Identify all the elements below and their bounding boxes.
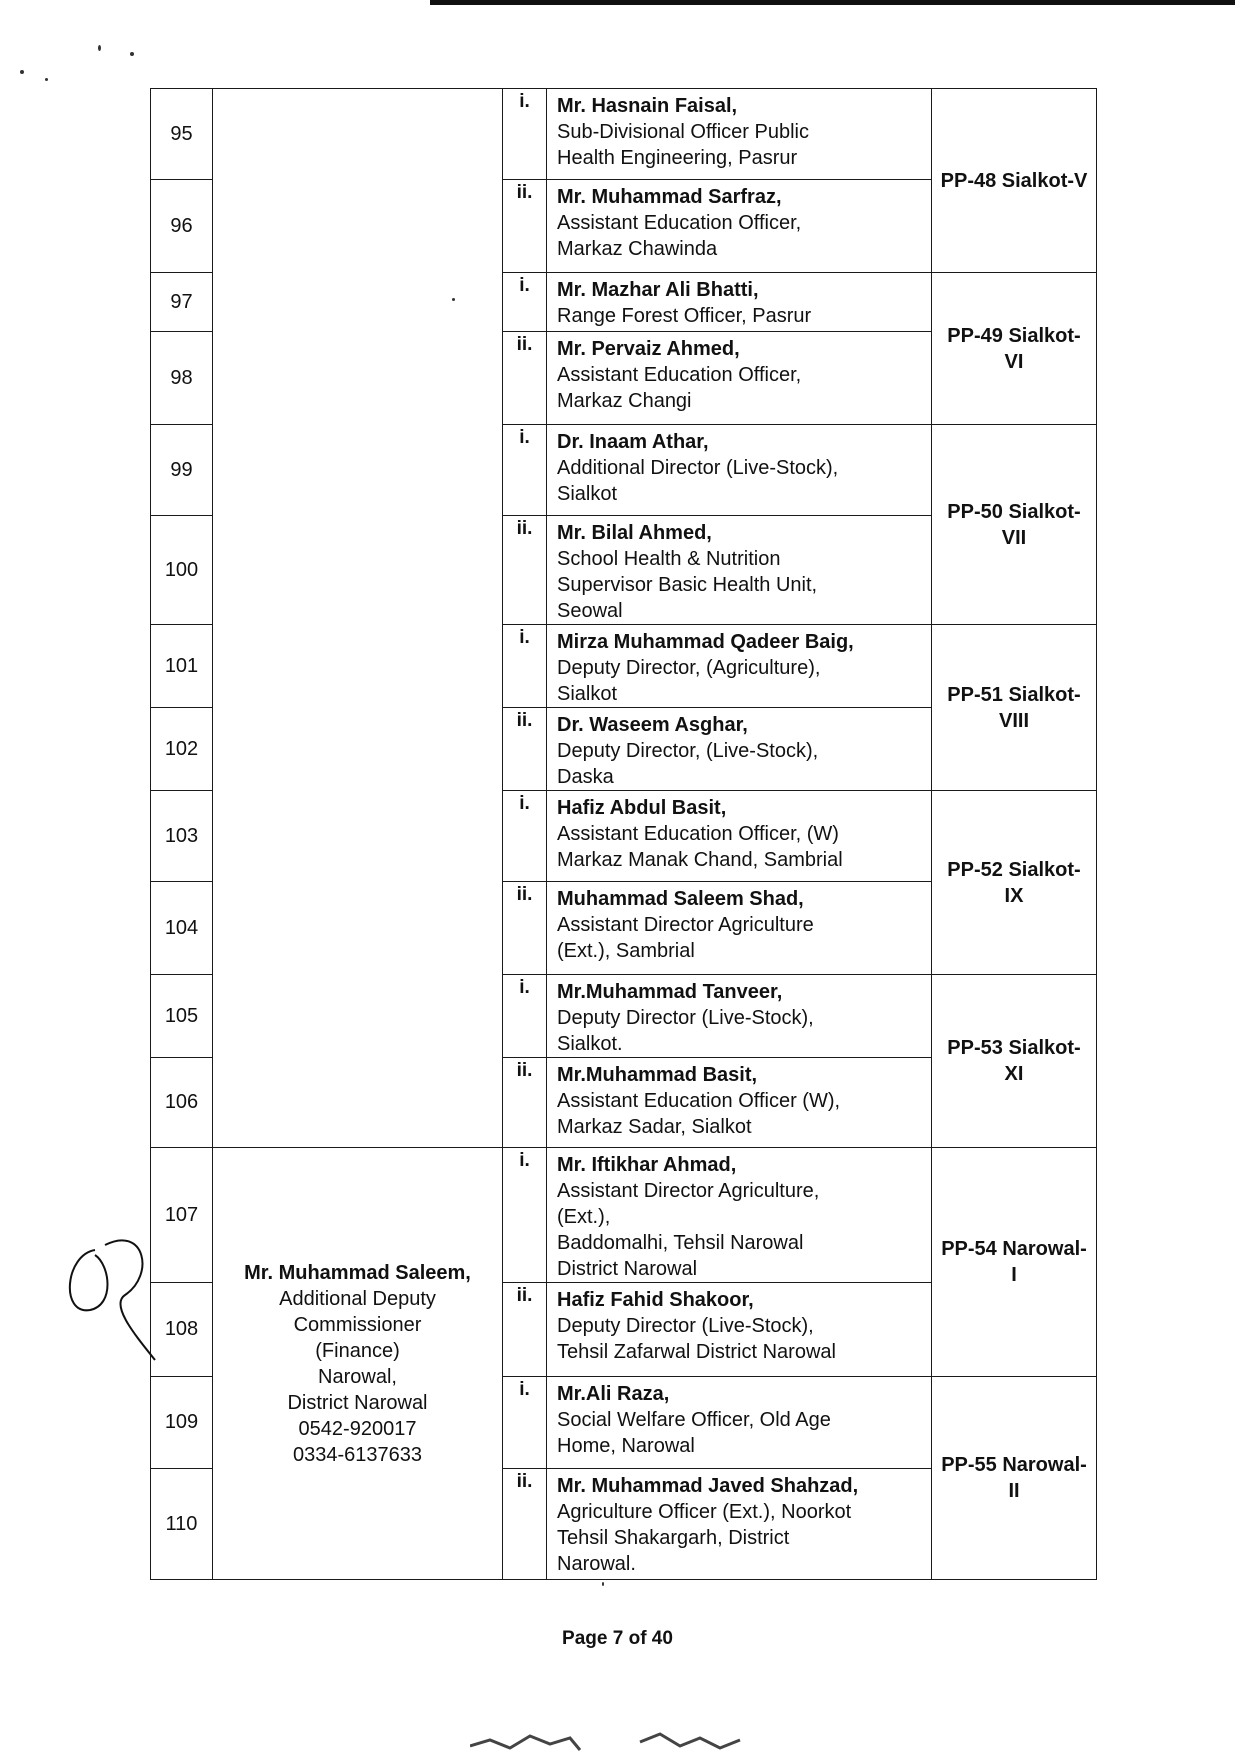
serial-number: 98 [151, 332, 213, 425]
scan-speck [602, 1582, 604, 1586]
officer-cell [213, 1148, 503, 1580]
serial-number: 97 [151, 273, 213, 332]
officer-detail: (Finance) [315, 1340, 400, 1362]
appointee-name: Mirza Muhammad Qadeer Baig, [557, 631, 854, 653]
officer-detail: 0334-6137633 [292, 1444, 422, 1466]
serial-number: 96 [151, 180, 213, 273]
serial-number: 103 [151, 791, 213, 882]
serial-number: 99 [151, 425, 213, 516]
serial-number: 107 [151, 1148, 213, 1283]
serial-number: 106 [151, 1058, 213, 1148]
officer-detail: Commissioner [293, 1314, 422, 1336]
appointee-detail: Deputy Director (Live-Stock), [557, 1315, 814, 1337]
appointee-detail: Markaz Changi [557, 390, 692, 412]
appointee-cell [547, 1283, 932, 1377]
constituency-label: PP-48 Sialkot-V [940, 169, 1088, 192]
roman-index: i. [503, 273, 547, 332]
appointee-detail: Assistant Director Agriculture [557, 914, 814, 936]
roman-index: i. [503, 625, 547, 708]
constituency-cell [932, 273, 1097, 425]
appointee-cell [547, 180, 932, 273]
constituency-cell [932, 425, 1097, 625]
officer-name: Mr. Muhammad Saleem, [244, 1262, 471, 1284]
appointee-name: Mr. Pervaiz Ahmed, [557, 338, 740, 360]
appointee-name: Mr. Bilal Ahmed, [557, 522, 712, 544]
appointee-detail: Sub-Divisional Officer Public [557, 121, 809, 143]
constituency-label: PP-52 Sialkot- [947, 858, 1081, 881]
serial-number: 104 [151, 882, 213, 975]
table-row [151, 89, 1097, 180]
appointee-name: Dr. Inaam Athar, [557, 431, 709, 453]
officer-detail: Additional Deputy [279, 1288, 436, 1310]
serial-number: 95 [151, 89, 213, 180]
roman-index: ii. [503, 180, 547, 273]
appointee-detail: Narowal. [557, 1553, 636, 1575]
appointee-cell [547, 89, 932, 180]
constituency-label: VI [1004, 350, 1024, 373]
constituency-label: XI [1004, 1063, 1024, 1085]
roman-index: i. [503, 1377, 547, 1469]
constituency-cell [932, 791, 1097, 975]
appointee-detail: District Narowal [557, 1258, 698, 1280]
scan-speck [98, 45, 101, 51]
appointee-detail: Sialkot [557, 483, 618, 505]
appointee-detail: Range Forest Officer, Pasrur [557, 305, 812, 327]
appointee-cell [547, 791, 932, 882]
constituency-label: PP-54 Narowal- [941, 1238, 1087, 1260]
constituency-label: PP-55 Narowal- [941, 1454, 1087, 1476]
handwritten-initials [55, 1215, 165, 1365]
constituency-cell [932, 1148, 1097, 1377]
appointee-detail: Sialkot [557, 683, 618, 705]
appointee-detail: Markaz Chawinda [557, 238, 718, 260]
constituency-label: IX [1004, 884, 1024, 907]
appointee-detail: Tehsil Shakargarh, District [557, 1527, 790, 1549]
scan-speck [452, 298, 455, 301]
constituency-label: PP-49 Sialkot- [947, 324, 1081, 347]
appointee-cell [547, 332, 932, 425]
roman-index: i. [503, 89, 547, 180]
constituency-label: I [1011, 1264, 1017, 1286]
appointee-detail: Daska [557, 766, 614, 788]
appointee-detail: (Ext.), [557, 1206, 611, 1228]
appointee-detail: Supervisor Basic Health Unit, [557, 574, 818, 596]
scan-top-edge [430, 0, 1235, 5]
appointee-detail: Tehsil Zafarwal District Narowal [557, 1341, 836, 1363]
appointee-cell [547, 708, 932, 791]
roman-index: i. [503, 975, 547, 1058]
constituency-cell [932, 975, 1097, 1148]
appointee-detail: Sialkot. [557, 1033, 623, 1055]
appointee-name: Mr. Muhammad Sarfraz, [557, 186, 782, 208]
roman-index: ii. [503, 332, 547, 425]
appointee-cell [547, 625, 932, 708]
appointee-name: Hafiz Abdul Basit, [557, 797, 727, 819]
serial-number: 100 [151, 516, 213, 625]
roman-index: ii. [503, 708, 547, 791]
appointee-detail: Deputy Director, (Agriculture), [557, 657, 821, 679]
appointee-detail: Markaz Manak Chand, Sambrial [557, 849, 843, 871]
serial-number: 102 [151, 708, 213, 791]
serial-number: 105 [151, 975, 213, 1058]
appointee-detail: Assistant Education Officer, [557, 212, 802, 234]
appointee-detail: Assistant Education Officer, [557, 364, 802, 386]
appointee-detail: Baddomalhi, Tehsil Narowal [557, 1232, 804, 1254]
appointee-name: Mr.Muhammad Basit, [557, 1064, 758, 1086]
appointee-detail: Home, Narowal [557, 1435, 695, 1457]
appointee-cell [547, 1377, 932, 1469]
appointee-cell [547, 1469, 932, 1580]
appointee-cell [547, 882, 932, 975]
appointee-detail: Assistant Director Agriculture, [557, 1180, 820, 1202]
table-row [151, 1148, 1097, 1283]
constituency-label: PP-50 Sialkot- [947, 500, 1081, 523]
appointee-detail: Markaz Sadar, Sialkot [557, 1116, 752, 1138]
appointee-name: Mr. Iftikhar Ahmad, [557, 1154, 737, 1176]
appointee-name: Muhammad Saleem Shad, [557, 888, 804, 910]
constituency-label: II [1008, 1480, 1020, 1502]
scan-speck [130, 52, 134, 56]
appointee-cell [547, 516, 932, 625]
appointee-name: Hafiz Fahid Shakoor, [557, 1289, 754, 1311]
roman-index: ii. [503, 1469, 547, 1580]
scan-smudge [470, 1728, 770, 1752]
constituency-label: VIII [998, 709, 1029, 732]
appointee-detail: Health Engineering, Pasrur [557, 147, 798, 169]
appointee-detail: Assistant Education Officer, (W) [557, 823, 839, 845]
officer-detail: Narowal, [318, 1366, 397, 1388]
appointee-cell [547, 425, 932, 516]
officer-detail: 0542-920017 [298, 1418, 417, 1440]
appointee-detail: School Health & Nutrition [557, 548, 781, 570]
appointee-name: Mr.Muhammad Tanveer, [557, 981, 783, 1003]
appointee-detail: Deputy Director (Live-Stock), [557, 1007, 814, 1029]
appointee-detail: Social Welfare Officer, Old Age [557, 1409, 831, 1431]
roman-index: ii. [503, 516, 547, 625]
roman-index: i. [503, 1148, 547, 1283]
constituency-cell [932, 1377, 1097, 1580]
roman-index: ii. [503, 1058, 547, 1148]
appointee-detail: Seowal [557, 600, 623, 622]
scan-speck [45, 78, 48, 81]
appointee-name: Mr.Ali Raza, [557, 1383, 670, 1405]
scan-speck [20, 70, 24, 74]
assignment-table [150, 88, 1097, 1580]
serial-number: 110 [151, 1469, 213, 1580]
page-number: Page 7 of 40 [562, 1628, 673, 1649]
serial-number: 109 [151, 1377, 213, 1469]
appointee-detail: Additional Director (Live-Stock), [557, 457, 839, 479]
appointee-name: Mr. Mazhar Ali Bhatti, [557, 279, 759, 301]
roman-index: i. [503, 425, 547, 516]
constituency-label: PP-53 Sialkot- [947, 1037, 1081, 1059]
appointee-cell [547, 975, 932, 1058]
constituency-label: PP-51 Sialkot- [947, 683, 1081, 706]
appointee-detail: Assistant Education Officer (W), [557, 1090, 841, 1112]
appointee-detail: Deputy Director, (Live-Stock), [557, 740, 819, 762]
appointee-name: Dr. Waseem Asghar, [557, 714, 748, 736]
appointee-name: Mr. Muhammad Javed Shahzad, [557, 1475, 859, 1497]
appointee-cell [547, 1058, 932, 1148]
appointee-detail: Agriculture Officer (Ext.), Noorkot [557, 1501, 852, 1523]
appointee-cell [547, 1148, 932, 1283]
constituency-label: VII [1001, 526, 1027, 549]
roman-index: ii. [503, 882, 547, 975]
serial-number: 101 [151, 625, 213, 708]
appointee-cell [547, 273, 932, 332]
officer-cell-empty [213, 89, 503, 1148]
constituency-cell [932, 625, 1097, 791]
roman-index: i. [503, 791, 547, 882]
appointee-name: Mr. Hasnain Faisal, [557, 95, 738, 117]
serial-number: 108 [151, 1283, 213, 1377]
roman-index: ii. [503, 1283, 547, 1377]
constituency-cell [932, 89, 1097, 273]
appointee-detail: (Ext.), Sambrial [557, 940, 695, 962]
officer-detail: District Narowal [287, 1392, 428, 1414]
